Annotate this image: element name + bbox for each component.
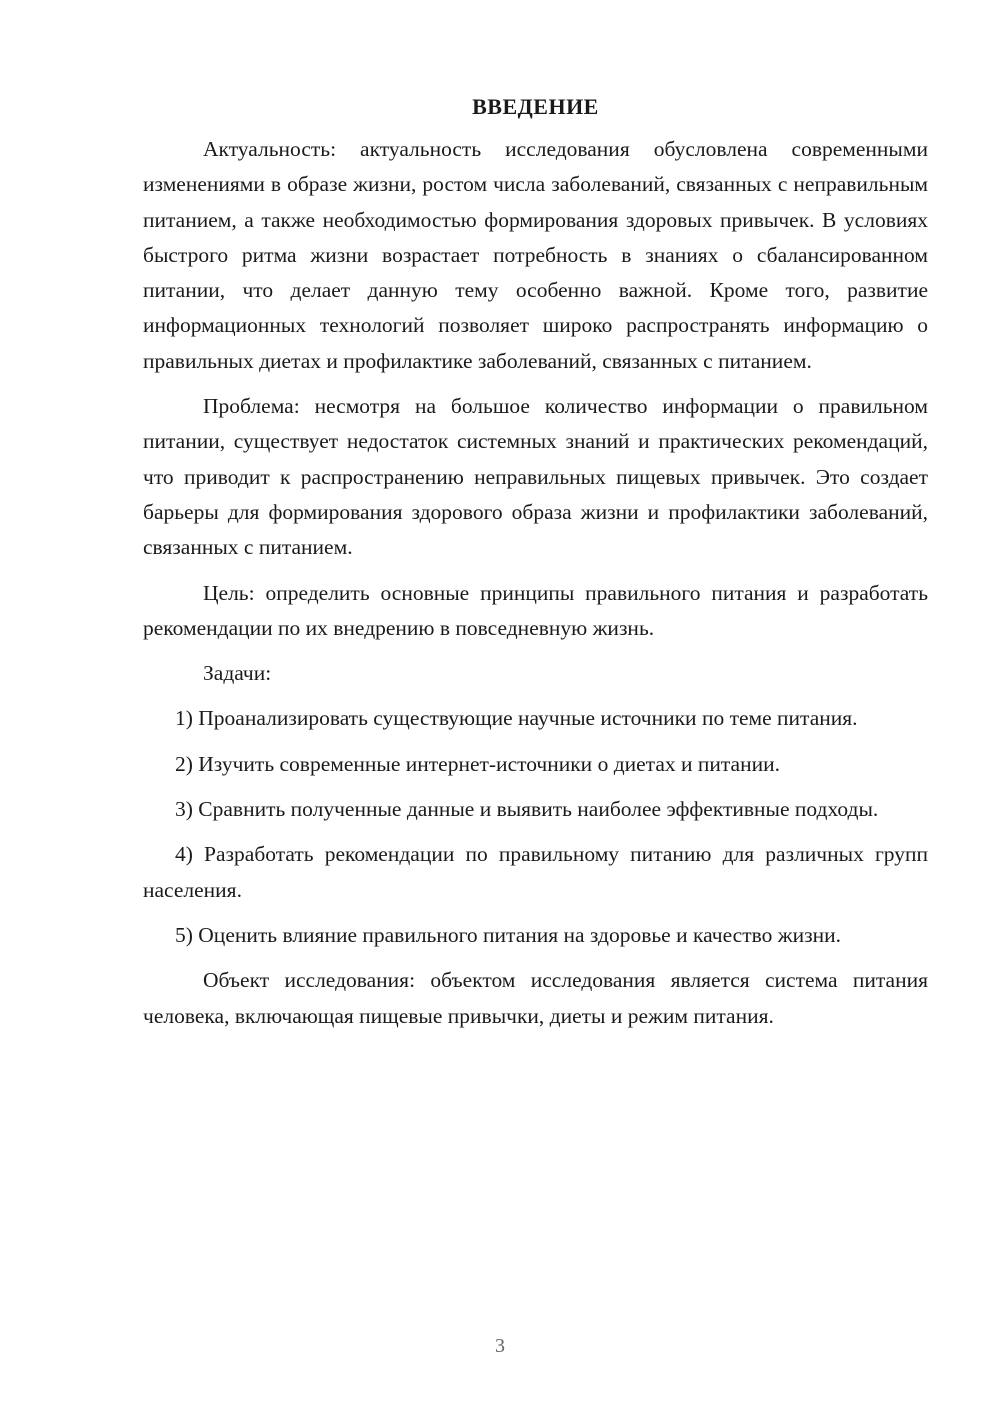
task-item-2: 2) Изучить современные интернет-источники о диетах и питании. <box>175 751 780 776</box>
document-page <box>143 92 928 1034</box>
task-item-5: 5) Оценить влияние правильного питания на здоровье и качество жизни. <box>175 922 841 947</box>
goal-paragraph: Цель: определить основные принципы правильного питания и разработать рекомендации по их внедрению в повседневную жизнь. <box>143 580 928 640</box>
relevance-paragraph: Актуальность: актуальность исследования обусловлена современными изменениями в образе жизни, ростом числа заболеваний, связанных с неправильным питанием, а также необходимостью формирования здоровых привычек. В условиях быстрого ритма жизни возрастает потребность в знаниях о сбалансированном питании, что делает данную тему особенно важной. Кроме того, развитие информационных технологий позволяет широко распространять информацию о правильных диетах и профилактике заболеваний, связанных с питанием. <box>143 137 928 373</box>
task-item-4: 4) Разработать рекомендации по правильному питанию для различных групп населения. <box>143 842 928 902</box>
section-heading: ВВЕДЕНИЕ <box>472 94 599 119</box>
task-item-3: 3) Сравнить полученные данные и выявить наиболее эффективные подходы. <box>175 797 879 822</box>
tasks-label: Задачи: <box>203 661 272 686</box>
object-paragraph: Объект исследования: объектом исследования является система питания человека, включающая пищевые привычки, диеты и режим питания. <box>143 968 928 1028</box>
problem-paragraph: Проблема: несмотря на большое количество информации о правильном питании, существует недостаток системных знаний и практических рекомендаций, что приводит к распространению неправильных пищевых привычек. Это создает барьеры для формирования здорового образа жизни и профилактики заболеваний, связанных с питанием. <box>143 394 928 560</box>
task-item-1: 1) Проанализировать существующие научные источники по теме питания. <box>175 706 858 731</box>
page-number: 3 <box>495 1335 505 1357</box>
